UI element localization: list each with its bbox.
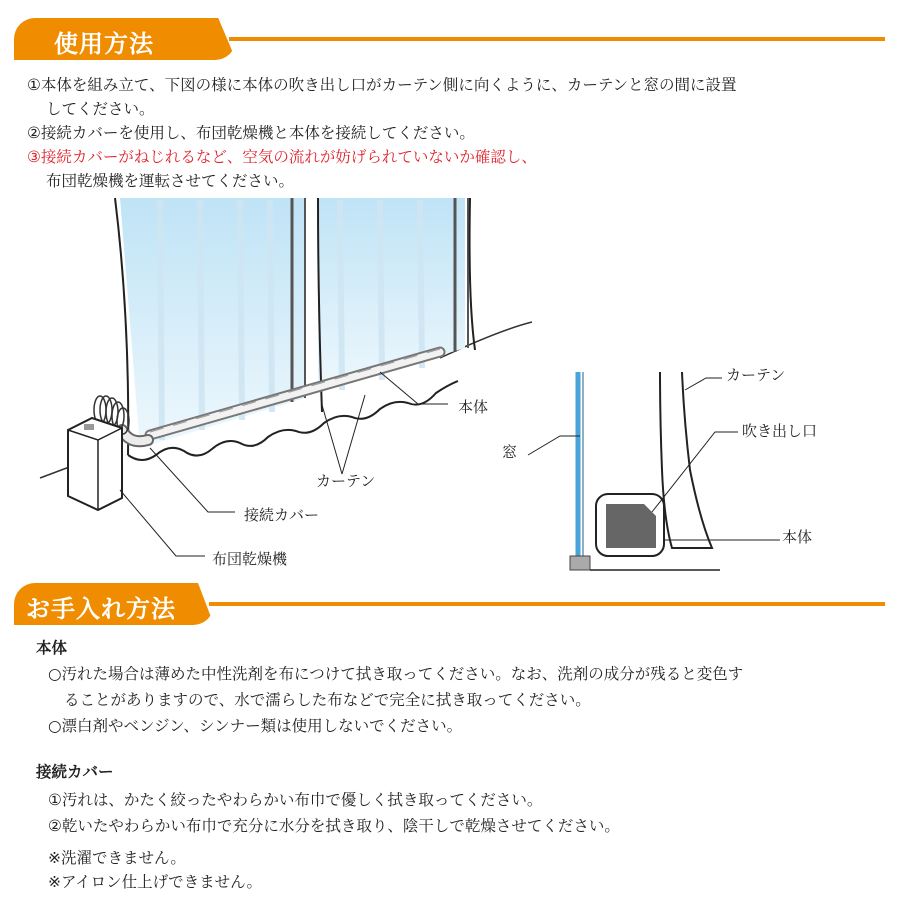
side-view-diagram — [528, 372, 780, 570]
care-body-heading: 本体 — [36, 639, 68, 657]
usage-step-2: ②接続カバーを使用し、布団乾燥機と本体を接続してください。 — [27, 124, 475, 142]
label-body: 本体 — [458, 398, 489, 416]
side-label-body: 本体 — [782, 528, 813, 546]
usage-step-3: ③接続カバーがねじれるなど、空気の流れが妨げられていないか確認し、 — [27, 148, 537, 166]
care-cover-item-1: ①汚れは、かたく絞ったやわらかい布巾で優しく拭き取ってください。 — [48, 791, 543, 809]
care-body-item-2: ○漂白剤やベンジン、シンナー類は使用しないでください。 — [48, 717, 463, 735]
label-futon-dryer: 布団乾燥機 — [212, 550, 288, 568]
window-pane-left — [120, 198, 305, 448]
side-label-curtain: カーテン — [726, 366, 786, 384]
side-label-outlet: 吹き出し口 — [742, 422, 818, 440]
care-title: お手入れ方法 — [26, 595, 176, 623]
usage-step-1: ①本体を組み立て、下図の様に本体の吹き出し口がカーテン側に向くように、カーテンと窓の間に設置 — [27, 76, 737, 94]
care-body-item-1-cont: ることがありますので、水で濡らした布などで完全に拭き取ってください。 — [64, 691, 591, 709]
label-connection-cover: 接続カバー — [244, 506, 320, 524]
usage-step-1-cont: してください。 — [46, 100, 155, 118]
care-note-1: ※洗濯できません。 — [48, 849, 186, 867]
usage-title: 使用方法 — [54, 30, 154, 58]
label-curtain: カーテン — [316, 472, 376, 490]
usage-step-3-cont: 布団乾燥機を運転させてください。 — [46, 172, 295, 190]
care-body-item-1: ○汚れた場合は薄めた中性洗剤を布につけて拭き取ってください。なお、洗剤の成分が残ると変色す — [48, 665, 744, 683]
side-curtain — [660, 372, 712, 548]
curtain-edge-right — [470, 198, 475, 350]
care-cover-item-2: ②乾いたやわらかい布巾で充分に水分を拭き取り、陰干しで乾燥させてください。 — [48, 817, 620, 835]
care-note-2: ※アイロン仕上げできません。 — [48, 873, 263, 891]
header-rule — [209, 602, 885, 606]
care-cover-heading: 接続カバー — [36, 763, 114, 781]
futon-dryer — [68, 418, 122, 510]
side-label-window: 窓 — [502, 443, 518, 461]
